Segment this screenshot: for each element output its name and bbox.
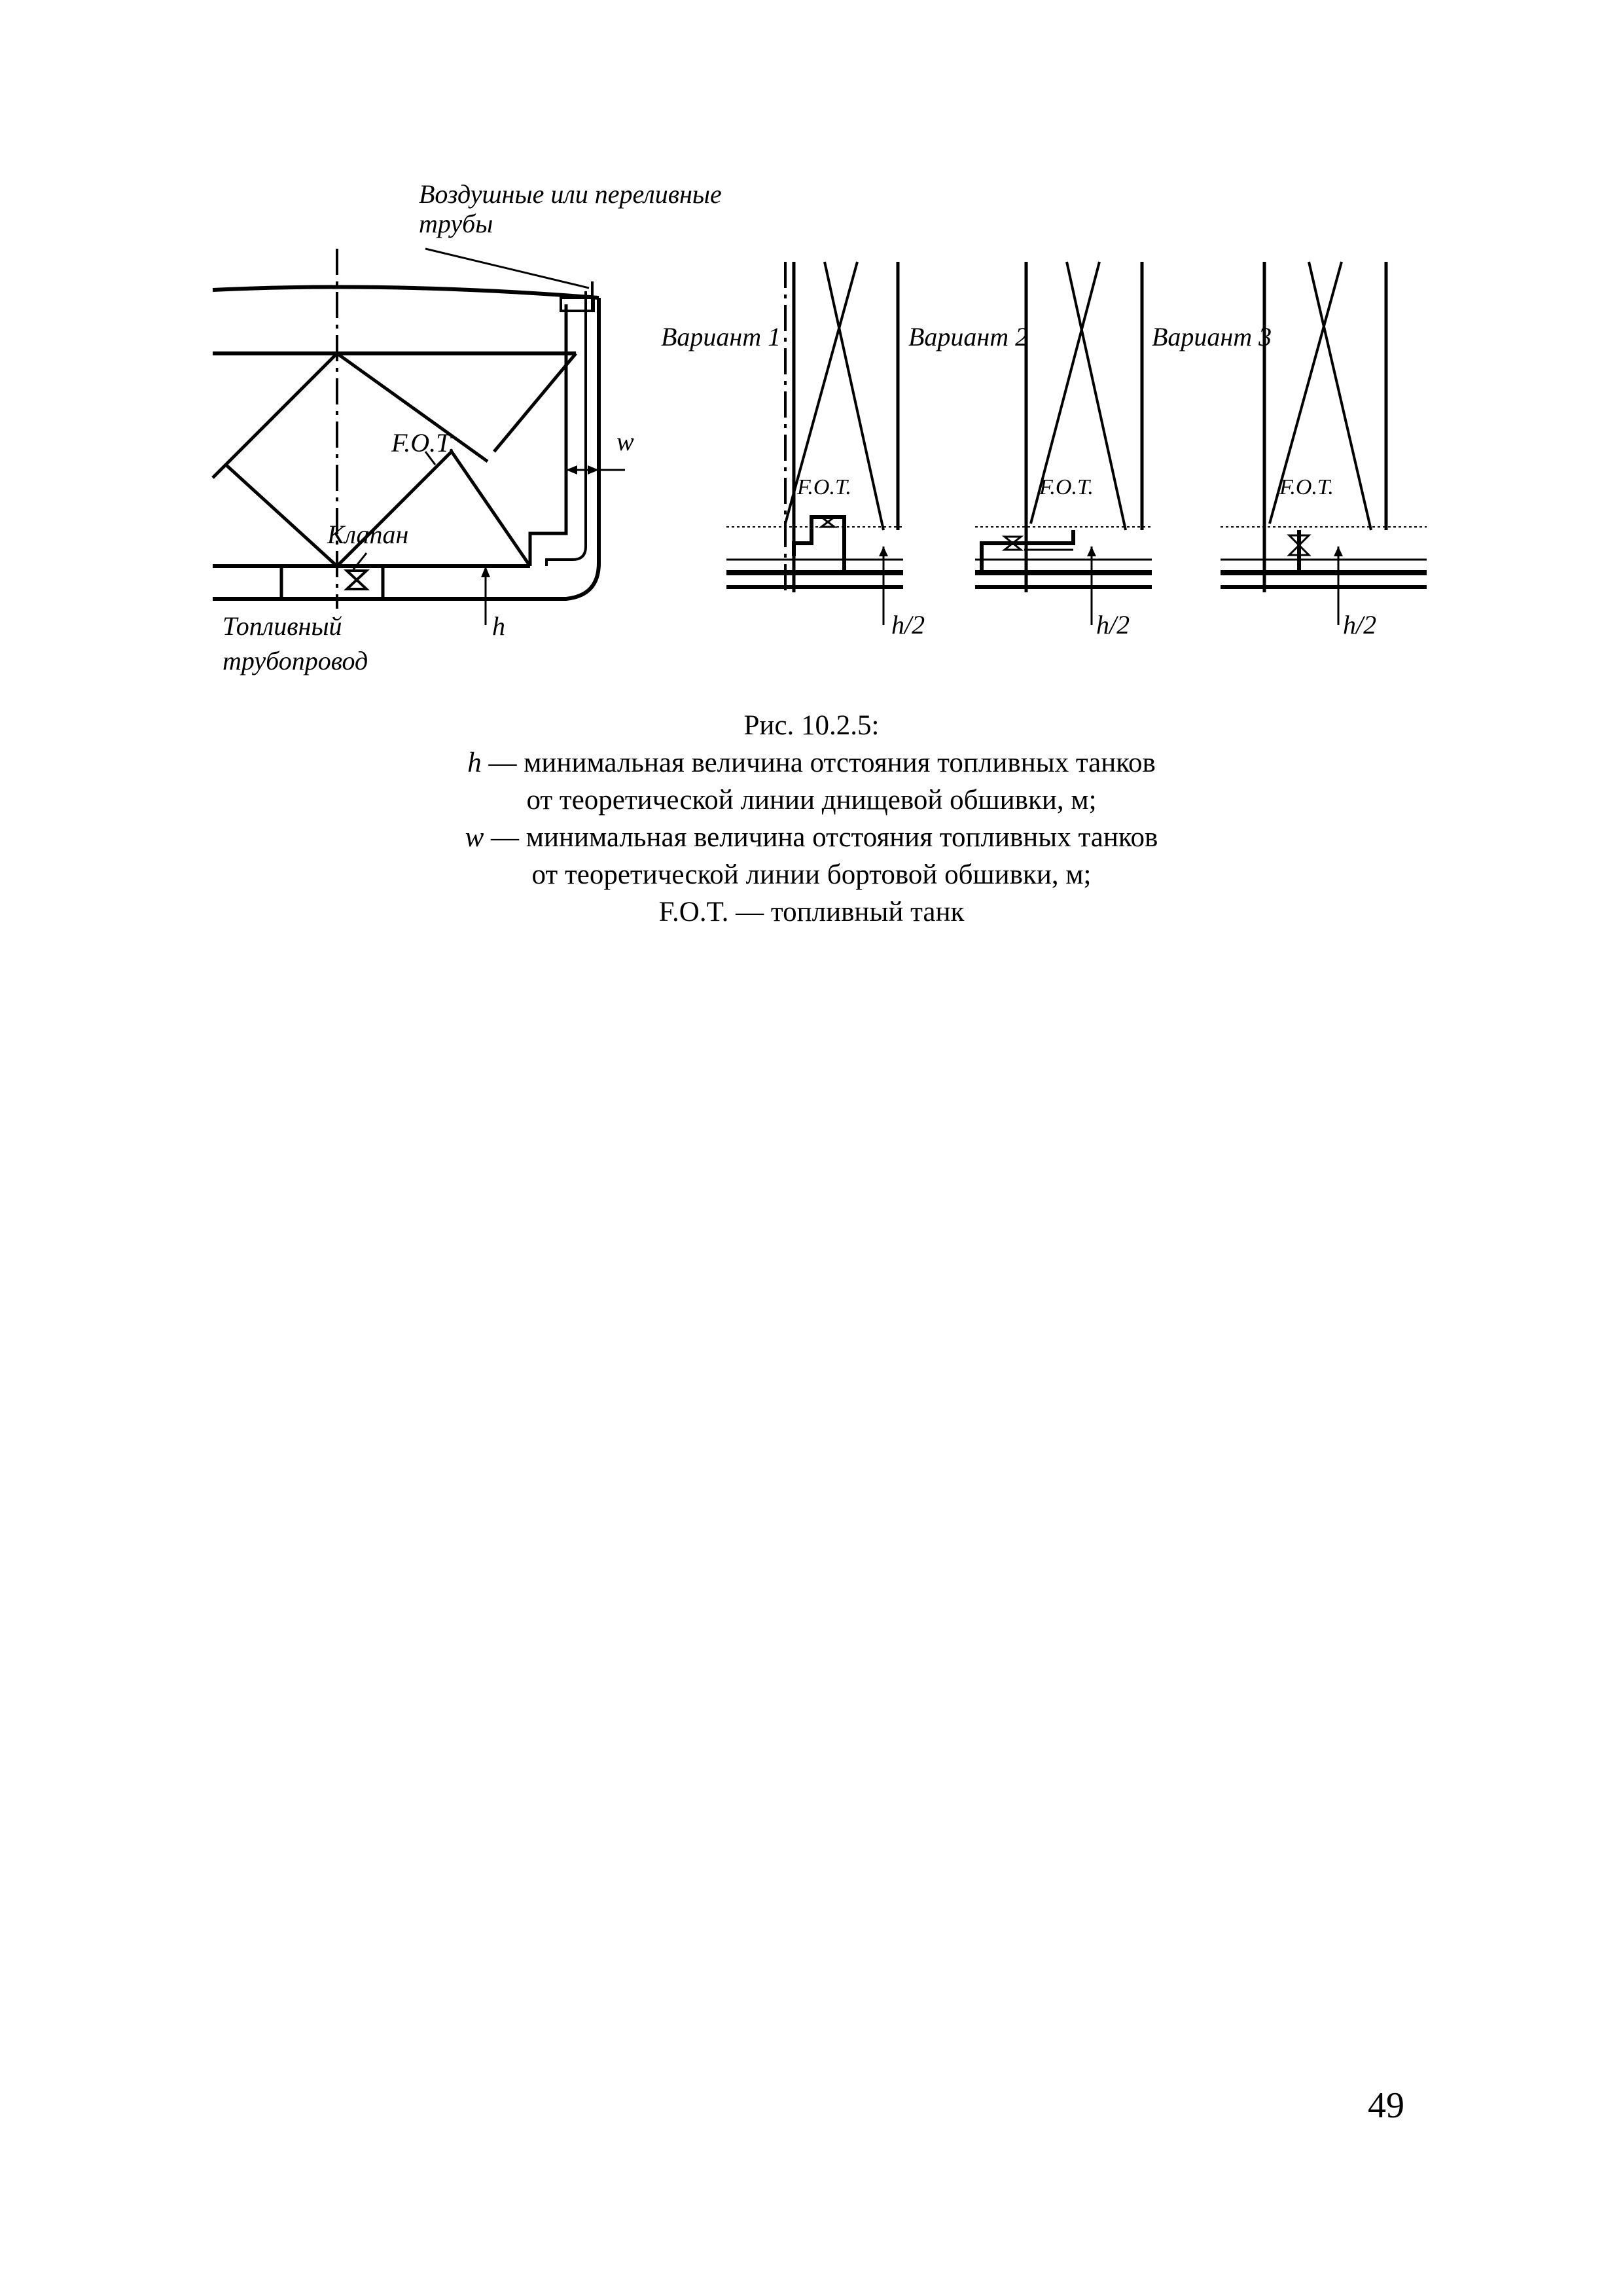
- fuel-pipe-label-line1: Топливный: [223, 611, 342, 641]
- caption-w-line: [0, 819, 1623, 856]
- variant-2-fot: F.O.T.: [1039, 475, 1094, 499]
- variant-3-drawing: [1221, 262, 1427, 625]
- caption-h-text: — минимальная величина отстояния топливных танков: [481, 747, 1156, 778]
- caption-h-line: [0, 744, 1623, 781]
- variant-2-title: Вариант 2: [908, 322, 1029, 351]
- variant-1-title: Вариант 1: [661, 322, 781, 351]
- valve-label: Клапан: [327, 520, 409, 549]
- variant-1-drawing: [726, 262, 903, 625]
- tank-arrangement-figure: [0, 0, 1623, 707]
- variant-3-title: Вариант 3: [1152, 322, 1272, 351]
- caption-h-line2: от теоретической линии днищевой обшивки, м;: [526, 785, 1097, 816]
- fot-main-label: F.O.T.: [391, 428, 455, 457]
- caption-fot-line: F.O.T. — топливный танк: [658, 897, 965, 927]
- caption-w-text: — минимальная величина отстояния топливных танков: [484, 822, 1158, 853]
- figure-caption: [0, 707, 1623, 931]
- variant-3-dim: h/2: [1343, 610, 1377, 639]
- caption-h-symbol: h: [467, 747, 482, 778]
- w-label: w: [616, 427, 634, 456]
- fuel-pipe-label-line2: трубопровод: [223, 646, 368, 675]
- variant-2-drawing: [975, 262, 1152, 625]
- air-pipes-label-line2: трубы: [419, 209, 493, 238]
- page-number: 49: [1368, 2085, 1404, 2126]
- air-pipes-label-line1: Воздушные или переливные: [419, 179, 722, 209]
- variant-1-dim: h/2: [891, 610, 925, 639]
- caption-w-line2: от теоретической линии бортовой обшивки, м;: [531, 859, 1092, 890]
- variant-2-dim: h/2: [1096, 610, 1130, 639]
- caption-title: Рис. 10.2.5:: [743, 710, 880, 741]
- caption-w-symbol: w: [465, 822, 484, 853]
- variant-1-fot: F.O.T.: [797, 475, 851, 499]
- variant-3-fot: F.O.T.: [1279, 475, 1334, 499]
- h-label: h: [492, 611, 505, 641]
